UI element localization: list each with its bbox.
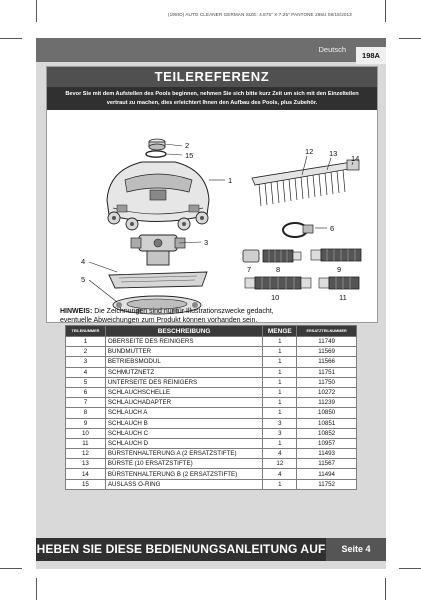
part-quantity: 1 <box>263 347 297 357</box>
part-quantity: 1 <box>263 408 297 418</box>
parts-diagram <box>47 110 377 322</box>
spare-part-number: 10957 <box>297 438 357 448</box>
note-label: HINWEIS: <box>60 308 93 315</box>
part-number: 1 <box>66 337 106 347</box>
language-bar <box>36 38 386 62</box>
spare-part-number: 10850 <box>297 408 357 418</box>
part-number: 14 <box>66 469 106 479</box>
part-quantity: 1 <box>263 387 297 397</box>
debris-net-illustration <box>109 272 207 288</box>
print-info: (198IO) AUTO CLEANER GERMAN SIZE: 4.875" X 7.25" PANTONE 295U 08/16/2013 <box>168 12 352 17</box>
crop-mark <box>385 0 386 22</box>
part-description: BUNDMUTTER <box>105 347 263 357</box>
part-description: BETRIEBSMODUL <box>105 357 263 367</box>
hose-b-illustration <box>311 249 361 261</box>
note-line-2: eventuelle Abweichungen zum Produkt können vorhanden sein. <box>60 317 258 324</box>
o-ring-illustration <box>146 151 166 157</box>
part-quantity: 3 <box>263 418 297 428</box>
label-3: 3 <box>204 238 209 247</box>
crop-mark <box>0 568 22 569</box>
note-line-1: Die Zeichnungen sind nur für Illustrationszwecke gedacht, <box>92 308 274 315</box>
spare-part-number: 11239 <box>297 398 357 408</box>
page-title: TEILEREFERENZ <box>47 67 377 87</box>
table-row <box>66 428 357 438</box>
label-5: 5 <box>81 275 86 284</box>
label-9: 9 <box>337 265 342 274</box>
label-4: 4 <box>81 257 86 266</box>
part-quantity: 1 <box>263 398 297 408</box>
part-number: 2 <box>66 347 106 357</box>
spare-part-number: 11752 <box>297 479 357 489</box>
table-row <box>66 357 357 367</box>
table-row <box>66 377 357 387</box>
table-row <box>66 337 357 347</box>
intro-text <box>47 87 377 110</box>
table-row <box>66 347 357 357</box>
table-row <box>66 438 357 448</box>
spare-part-number: 11751 <box>297 367 357 377</box>
part-description: UNTERSEITE DES REINIGERS <box>105 377 263 387</box>
part-quantity: 3 <box>263 428 297 438</box>
part-quantity: 12 <box>263 459 297 469</box>
note <box>60 307 360 325</box>
footer-bar <box>36 538 386 561</box>
part-description: SCHLAUCH D <box>105 438 263 448</box>
table-row <box>66 387 357 397</box>
language-label: Deutsch <box>318 45 346 54</box>
table-row <box>66 398 357 408</box>
intro-line-1: Bevor Sie mit dem Aufstellen des Pools beginnen, nehmen Sie sich bitte kurz Zeit um sich mit den Einzelteilen <box>65 91 359 97</box>
intro-line-2: vertraut zu machen, dies erleichtert Ihnen den Aufbau des Pools, plus Zubehör. <box>106 99 318 106</box>
spare-part-number: 11566 <box>297 357 357 367</box>
part-number: 12 <box>66 449 106 459</box>
part-description: SCHMUTZNETZ <box>105 367 263 377</box>
hose-d-illustration <box>319 277 359 289</box>
part-quantity: 1 <box>263 367 297 377</box>
part-number: 8 <box>66 408 106 418</box>
spare-part-number: 11567 <box>297 459 357 469</box>
spare-part-number: 10852 <box>297 428 357 438</box>
part-number: 11 <box>66 438 106 448</box>
crop-mark <box>0 38 22 39</box>
part-quantity: 1 <box>263 377 297 387</box>
part-number: 3 <box>66 357 106 367</box>
part-quantity: 4 <box>263 449 297 459</box>
header-spare-part-number: ERSATZTEILNUMMER <box>297 326 357 337</box>
label-2: 2 <box>185 141 190 150</box>
label-10: 10 <box>271 293 280 302</box>
collar-nut-illustration <box>149 139 165 150</box>
part-quantity: 1 <box>263 438 297 448</box>
drive-module-illustration <box>131 235 185 265</box>
table-header-row <box>66 326 357 337</box>
part-description: OBERSEITE DES REINIGERS <box>105 337 263 347</box>
part-description: SCHLAUCH B <box>105 418 263 428</box>
label-12: 12 <box>305 147 314 156</box>
brush-strip-illustration <box>252 160 359 206</box>
table-row <box>66 367 357 377</box>
cleaner-top-illustration <box>107 162 209 230</box>
footer-keep-manual: HEBEN SIE DIESE BEDIENUNGSANLEITUNG AUF <box>36 542 326 556</box>
table-row <box>66 449 357 459</box>
hose-a-illustration <box>263 250 301 262</box>
part-description: SCHLAUCHSCHELLE <box>105 387 263 397</box>
part-description: SCHLAUCH C <box>105 428 263 438</box>
part-description: SCHLAUCH A <box>105 408 263 418</box>
label-14: 14 <box>351 154 360 163</box>
hose-adapter-illustration <box>243 250 259 262</box>
part-description: BÜRSTE (10 ERSATZSTIFTE) <box>105 459 263 469</box>
part-description: SCHLAUCHADAPTER <box>105 398 263 408</box>
crop-mark <box>399 38 421 39</box>
spare-part-number: 11494 <box>297 469 357 479</box>
crop-mark <box>399 568 421 569</box>
part-number: 4 <box>66 367 106 377</box>
page-code-badge: 198A <box>356 47 386 64</box>
header-part-number: TEILENUMMER <box>66 326 106 337</box>
part-quantity: 1 <box>263 357 297 367</box>
hose-clamp-illustration <box>283 223 313 237</box>
part-number: 5 <box>66 377 106 387</box>
spare-part-number: 11749 <box>297 337 357 347</box>
spare-part-number: 10851 <box>297 418 357 428</box>
table-row <box>66 418 357 428</box>
page-number: Seite 4 <box>326 538 386 561</box>
spare-part-number: 11493 <box>297 449 357 459</box>
parts-reference-panel <box>46 66 378 323</box>
header-description: BESCHREIBUNG <box>105 326 263 337</box>
table-row <box>66 459 357 469</box>
label-1: 1 <box>228 176 233 185</box>
label-6: 6 <box>330 224 335 233</box>
part-quantity: 1 <box>263 479 297 489</box>
label-15: 15 <box>185 151 194 160</box>
label-8: 8 <box>276 265 281 274</box>
manual-page <box>36 38 386 569</box>
part-number: 6 <box>66 387 106 397</box>
part-quantity: 4 <box>263 469 297 479</box>
label-7: 7 <box>247 265 252 274</box>
crop-mark <box>36 0 37 22</box>
part-number: 13 <box>66 459 106 469</box>
crop-mark <box>385 578 386 600</box>
part-description: BÜRSTENHALTERUNG B (2 ERSATZSTIFTE) <box>105 469 263 479</box>
table-row <box>66 479 357 489</box>
crop-mark <box>36 578 37 600</box>
hose-c-illustration <box>245 277 311 289</box>
label-13: 13 <box>329 149 338 158</box>
part-quantity: 1 <box>263 337 297 347</box>
part-description: AUSLASS O-RING <box>105 479 263 489</box>
part-number: 7 <box>66 398 106 408</box>
part-number: 10 <box>66 428 106 438</box>
spare-part-number: 11569 <box>297 347 357 357</box>
part-number: 9 <box>66 418 106 428</box>
part-number: 15 <box>66 479 106 489</box>
table-row <box>66 408 357 418</box>
parts-table <box>65 325 357 490</box>
spare-part-number: 11750 <box>297 377 357 387</box>
table-row <box>66 469 357 479</box>
label-11: 11 <box>339 293 347 302</box>
part-description: BÜRSTENHALTERUNG A (2 ERSATZSTIFTE) <box>105 449 263 459</box>
spare-part-number: 10272 <box>297 387 357 397</box>
header-quantity: MENGE <box>263 326 297 337</box>
